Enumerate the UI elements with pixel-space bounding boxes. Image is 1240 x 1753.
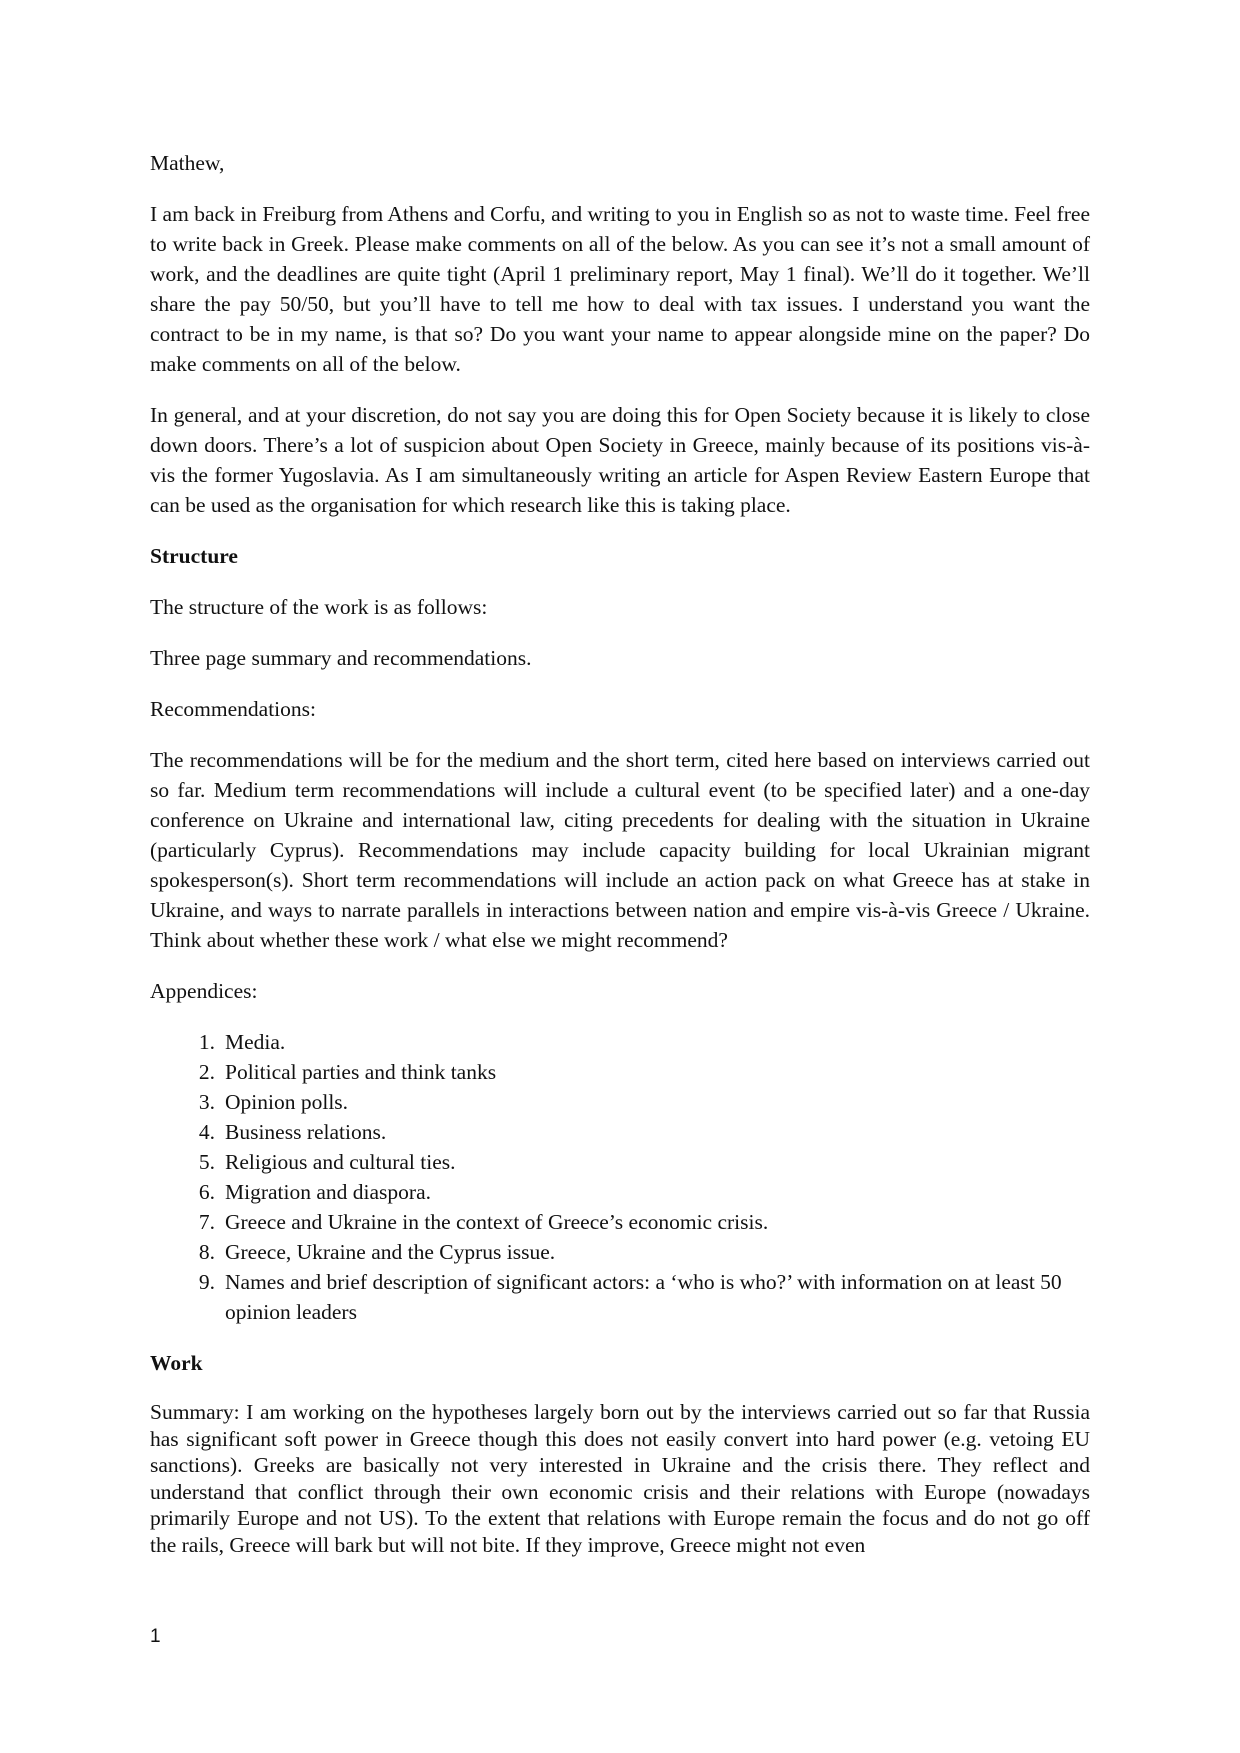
list-item	[150, 1177, 1090, 1207]
list-item-number: 4.	[198, 1120, 215, 1144]
recommendations-paragraph: The recommendations will be for the medium and the short term, cited here based on interviews carried out so far. Medium term recommendations will include a cultural event (to be specified later) and a one-day conference on Ukraine and international law, citing precedents for dealing with the situation in Ukraine (particularly Cyprus). Recommendations may include capacity building for local Ukrainian migrant spokesperson(s). Short term recommendations will include an action pack on what Greece has at stake in Ukraine, and ways to narrate parallels in interactions between nation and empire vis-à-vis Greece / Ukraine. Think about whether these work / what else we might recommend?	[150, 748, 1090, 952]
list-item-number: 5.	[198, 1150, 215, 1174]
list-item	[150, 1237, 1090, 1267]
section-heading-structure: Structure	[150, 544, 238, 568]
list-item-number: 1.	[198, 1030, 215, 1054]
list-item	[150, 1207, 1090, 1237]
appendices-list	[150, 1027, 1090, 1327]
list-item-text: Greece and Ukraine in the context of Greece’s economic crisis.	[225, 1210, 769, 1234]
list-item-text: Political parties and think tanks	[225, 1060, 497, 1084]
work-summary-paragraph: Summary: I am working on the hypotheses largely born out by the interviews carried out so far that Russia has significant soft power in Greece though this does not easily convert into hard power (e.g. vetoing EU sanctions). Greeks are basically not very interested in Ukraine and the crisis there. They reflect and understand that conflict through their own economic crisis and their relations with Europe (nowadays primarily Europe and not US). To the extent that relations with Europe remain the focus and do not go off the rails, Greece will bark but will not bite. If they improve, Greece might not even	[150, 1400, 1090, 1557]
list-item-number: 8.	[198, 1240, 215, 1264]
list-item-text: Opinion polls.	[225, 1090, 349, 1114]
list-item-text: Media.	[225, 1030, 286, 1054]
section-heading-work: Work	[150, 1351, 203, 1375]
discretion-paragraph: In general, and at your discretion, do not say you are doing this for Open Society because it is likely to close down doors. There’s a lot of suspicion about Open Society in Greece, mainly because of its positions vis-à-vis the former Yugoslavia. As I am simultaneously writing an article for Aspen Review Eastern Europe that can be used as the organisation for which research like this is taking place.	[150, 403, 1090, 517]
list-item-text: Migration and diaspora.	[225, 1180, 431, 1204]
list-item	[150, 1087, 1090, 1117]
page-number: 1	[150, 1626, 161, 1647]
list-item-number: 6.	[198, 1180, 215, 1204]
list-item-number: 9.	[198, 1270, 215, 1294]
intro-paragraph: I am back in Freiburg from Athens and Corfu, and writing to you in English so as not to waste time. Feel free to write back in Greek. Please make comments on all of the below. As you can see it’s not a small amount of work, and the deadlines are quite tight (April 1 preliminary report, May 1 final). We’ll do it together. We’ll share the pay 50/50, but you’ll have to tell me how to deal with tax issues. I understand you want the contract to be in my name, is that so? Do you want your name to appear alongside mine on the paper? Do make comments on all of the below.	[150, 202, 1090, 376]
list-item	[150, 1147, 1090, 1177]
list-item	[150, 1267, 1090, 1327]
list-item-number: 3.	[198, 1090, 215, 1114]
list-item-text: Names and brief description of significant actors: a ‘who is who?’ with information on at least 50 opinion leaders	[225, 1270, 1062, 1324]
list-item	[150, 1027, 1090, 1057]
list-item-number: 7.	[198, 1210, 215, 1234]
letter-body	[150, 148, 1090, 1579]
structure-intro: The structure of the work is as follows:	[150, 595, 488, 619]
list-item-text: Greece, Ukraine and the Cyprus issue.	[225, 1240, 556, 1264]
salutation: Mathew,	[150, 151, 225, 175]
list-item	[150, 1057, 1090, 1087]
list-item-number: 2.	[198, 1060, 215, 1084]
list-item-text: Business relations.	[225, 1120, 387, 1144]
structure-summary-line: Three page summary and recommendations.	[150, 646, 532, 670]
appendices-label: Appendices:	[150, 979, 258, 1003]
list-item	[150, 1117, 1090, 1147]
recommendations-label: Recommendations:	[150, 697, 316, 721]
list-item-text: Religious and cultural ties.	[225, 1150, 456, 1174]
